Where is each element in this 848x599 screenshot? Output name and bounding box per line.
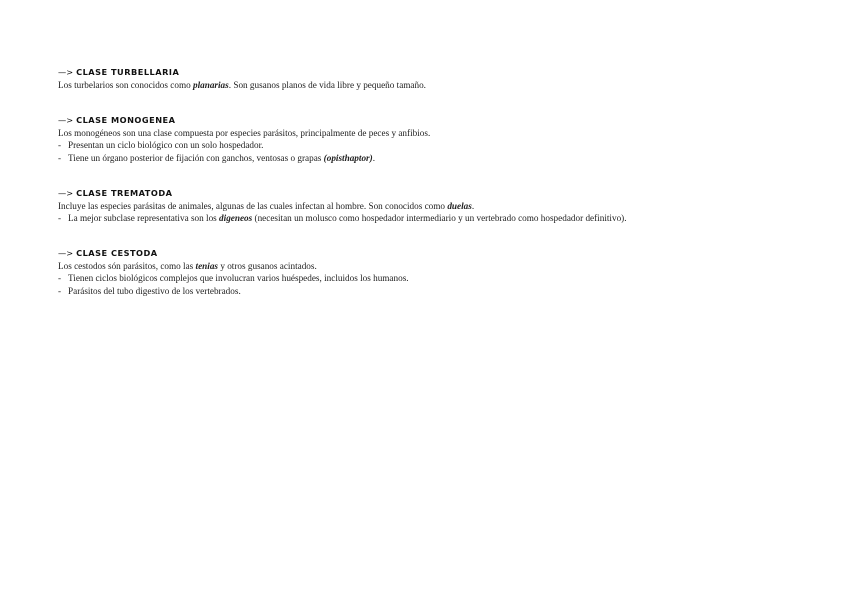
intro-text: Los monogéneos son una clase compuesta por especies parásitos, principalmente de peces y anfibios. (58, 128, 431, 139)
intro-emphasis: planarias (192, 80, 229, 90)
bullet-dash: - (58, 140, 62, 151)
section-title: CLASE TREMATODA (76, 187, 173, 198)
section-intro (58, 127, 818, 139)
bullet-text: Presentan un ciclo biológico con un solo hospedador. (68, 140, 264, 151)
section-turbellaria (58, 66, 818, 91)
section-intro (58, 200, 818, 212)
bullet-text: La mejor subclase representativa son los (68, 213, 220, 224)
section-intro (58, 260, 818, 272)
intro-text-after: . (471, 200, 475, 211)
section-heading (58, 187, 818, 200)
intro-text: Los turbelarios son conocidos como (58, 80, 193, 90)
intro-text: Los cestodos són parásitos, como las (58, 261, 196, 272)
arrow-marker: —> (58, 187, 74, 198)
section-title: CLASE MONOGENEA (76, 115, 176, 126)
intro-text-after: y otros gusanos acintados. (218, 261, 317, 272)
bullet-dash: - (58, 213, 62, 224)
bullet-item (58, 272, 818, 284)
bullet-item (58, 285, 818, 297)
section-heading (58, 114, 818, 127)
intro-text-after: . Son gusanos planos de vida libre y pequeño tamaño. (228, 80, 426, 90)
bullet-text-after: (necesitan un molusco como hospedador intermediario y un vertebrado como hospedador definitivo). (252, 213, 627, 224)
section-cestoda (58, 247, 818, 297)
bullet-text: Tienen ciclos biológicos complejos que involucran varios huéspedes, incluidos los humanos. (68, 273, 409, 284)
section-title: CLASE CESTODA (76, 248, 158, 259)
bullet-dash: - (58, 152, 62, 163)
bullet-item (58, 152, 818, 164)
intro-emphasis: duelas (447, 200, 472, 211)
intro-text: Incluye las especies parásitas de animales, algunas de las cuales infectan al hombre. Son conocidos como (58, 200, 448, 211)
section-monogenea (58, 114, 818, 164)
bullet-item (58, 139, 818, 151)
section-trematoda (58, 187, 818, 224)
bullet-text: Tiene un órgano posterior de fijación con ganchos, ventosas o grapas (68, 152, 324, 163)
bullet-dash: - (58, 273, 62, 284)
bullet-text-after: . (372, 152, 375, 163)
arrow-marker: —> (58, 248, 74, 259)
bullet-text: Parásitos del tubo digestivo de los vertebrados. (68, 285, 241, 296)
intro-emphasis: tenias (195, 261, 219, 272)
document-page (58, 66, 818, 320)
bullet-item (58, 212, 818, 224)
arrow-marker: —> (58, 115, 74, 126)
section-intro (58, 79, 818, 91)
section-heading (58, 66, 818, 79)
bullet-emphasis: digeneos (219, 213, 253, 224)
arrow-marker: —> (58, 67, 74, 77)
bullet-emphasis: (opisthaptor) (323, 152, 373, 163)
section-heading (58, 247, 818, 260)
section-title: CLASE TURBELLARIA (76, 67, 180, 77)
bullet-dash: - (58, 285, 62, 296)
